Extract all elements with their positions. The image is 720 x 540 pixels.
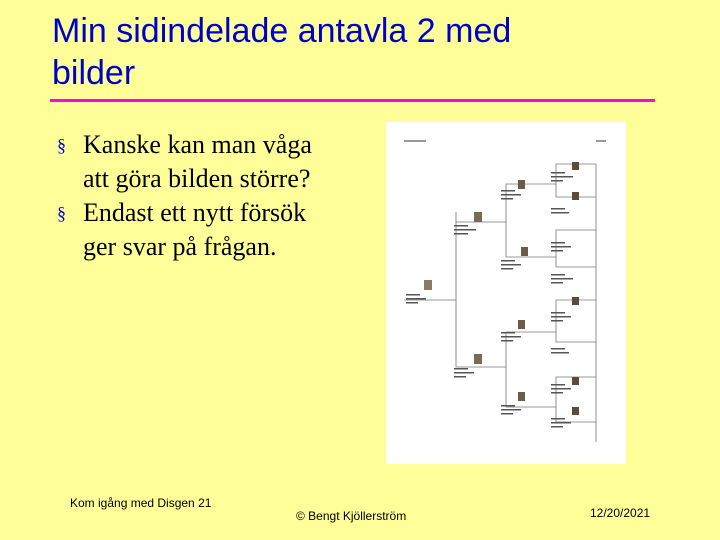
footer-center: © Bengt Kjöllerström	[296, 509, 407, 523]
footer-left: Kom igång med Disgen 21	[70, 496, 212, 510]
pedigree-chart-image	[386, 122, 626, 464]
bullet-marker-icon: §	[57, 135, 66, 155]
title-line-2: bilder	[52, 54, 136, 92]
bullet-line: Endast ett nytt försök	[83, 198, 307, 227]
bullet-line: ger svar på frågan.	[83, 232, 277, 261]
bullet-line: att göra bilden större?	[83, 164, 311, 193]
title-line-1: Min sidindelade antavla 2 med	[52, 12, 512, 50]
bullet-item	[55, 196, 375, 264]
bullet-item	[55, 128, 375, 196]
footer-date: 12/20/2021	[590, 506, 651, 520]
pedigree-chart-graphic	[386, 122, 626, 464]
title-divider	[50, 99, 655, 102]
bullet-list	[55, 128, 375, 264]
bullet-line: Kanske kan man våga	[83, 130, 312, 159]
bullet-marker-icon: §	[57, 203, 66, 223]
slide-title	[52, 10, 672, 94]
